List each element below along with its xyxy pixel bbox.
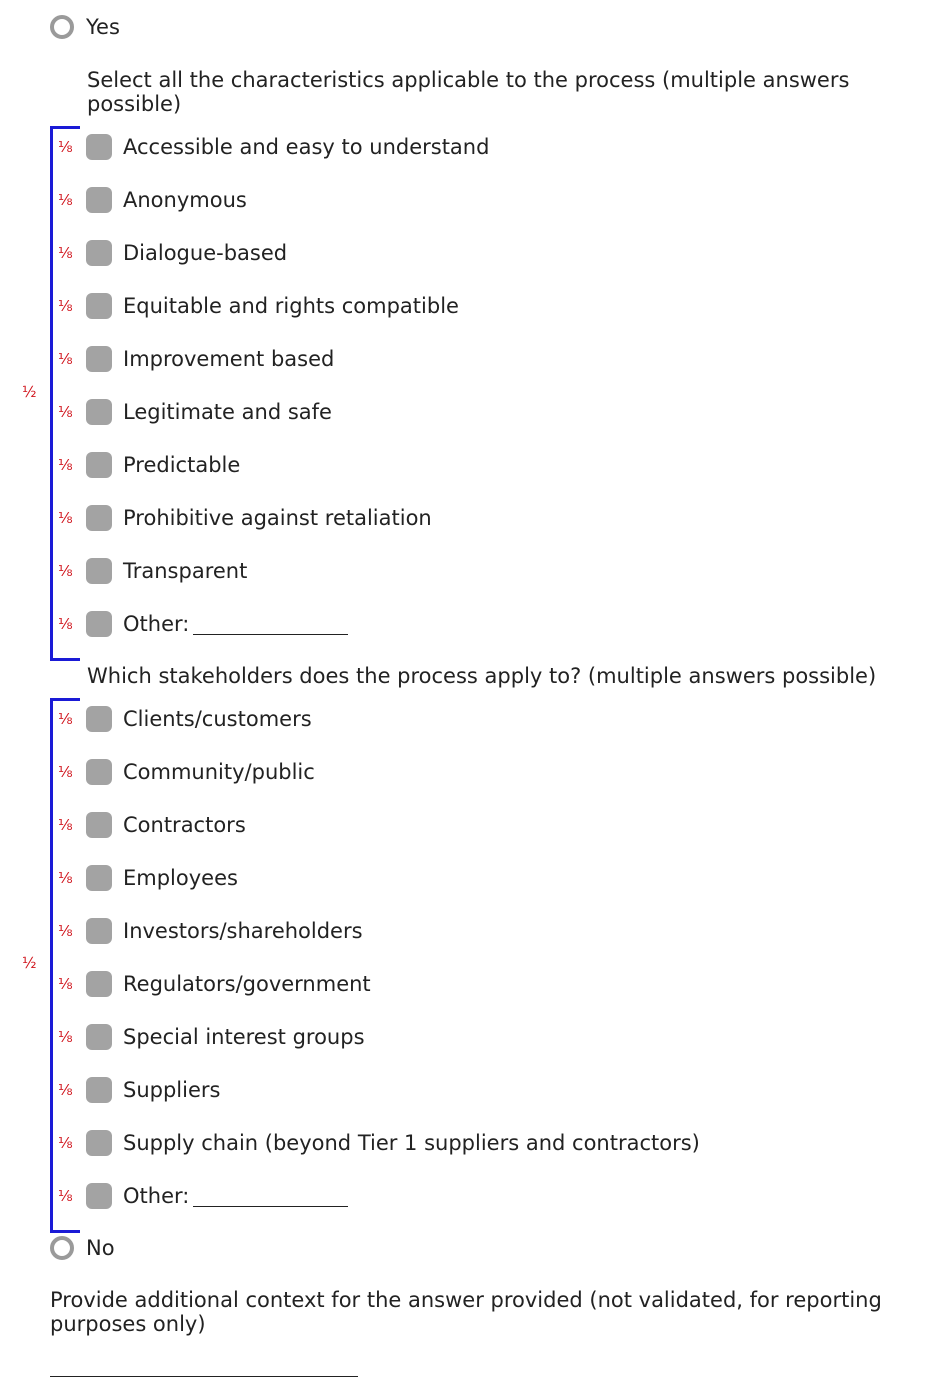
checkbox[interactable] (86, 812, 112, 838)
checkbox[interactable] (86, 971, 112, 997)
checkbox-row[interactable] (58, 969, 371, 999)
item-weight: ⅛ (58, 1028, 73, 1046)
checkbox-row[interactable] (58, 609, 348, 639)
checkbox-label: Accessible and easy to understand (123, 135, 490, 159)
checkbox[interactable] (86, 1183, 112, 1209)
checkbox-row[interactable] (58, 916, 363, 946)
radio-no[interactable] (50, 1236, 74, 1260)
checkbox-label: Other: (123, 1184, 190, 1208)
checkbox[interactable] (86, 865, 112, 891)
checkbox-row[interactable] (58, 1022, 365, 1052)
stakeholders-group-weight: ½ (22, 954, 37, 972)
item-weight: ⅛ (58, 403, 73, 421)
checkbox-row[interactable] (58, 704, 312, 734)
checkbox[interactable] (86, 918, 112, 944)
radio-no-label: No (86, 1236, 115, 1260)
checkbox[interactable] (86, 452, 112, 478)
checkbox-label: Improvement based (123, 347, 335, 371)
checkbox[interactable] (86, 399, 112, 425)
checkbox[interactable] (86, 240, 112, 266)
other-text-field[interactable] (193, 1186, 348, 1207)
checkbox[interactable] (86, 134, 112, 160)
item-weight: ⅛ (58, 1081, 73, 1099)
checkbox-label: Special interest groups (123, 1025, 365, 1049)
checkbox[interactable] (86, 505, 112, 531)
radio-yes-option[interactable] (50, 15, 120, 39)
checkbox-row[interactable] (58, 556, 247, 586)
checkbox-row[interactable] (58, 1075, 220, 1105)
checkbox[interactable] (86, 1130, 112, 1156)
checkbox-label: Equitable and rights compatible (123, 294, 459, 318)
characteristics-question: Select all the characteristics applicable to the process (multiple answers possible) (87, 68, 850, 116)
checkbox-label: Anonymous (123, 188, 247, 212)
checkbox-row[interactable] (58, 810, 246, 840)
checkbox-label: Legitimate and safe (123, 400, 332, 424)
characteristics-group-weight: ½ (22, 383, 37, 401)
checkbox-label: Community/public (123, 760, 315, 784)
checkbox-row[interactable] (58, 1128, 700, 1158)
checkbox-row[interactable] (58, 291, 459, 321)
radio-yes[interactable] (50, 15, 74, 39)
checkbox-row[interactable] (58, 397, 332, 427)
item-weight: ⅛ (58, 975, 73, 993)
checkbox-row[interactable] (58, 344, 334, 374)
item-weight: ⅛ (58, 456, 73, 474)
checkbox-label: Regulators/government (123, 972, 371, 996)
checkbox-label: Supply chain (beyond Tier 1 suppliers and contractors) (123, 1131, 700, 1155)
checkbox[interactable] (86, 759, 112, 785)
checkbox[interactable] (86, 1077, 112, 1103)
other-text-field[interactable] (193, 614, 348, 635)
checkbox-label: Clients/customers (123, 707, 312, 731)
checkbox-row[interactable] (58, 450, 240, 480)
checkbox-label: Dialogue-based (123, 241, 288, 265)
radio-yes-label: Yes (86, 15, 120, 39)
checkbox[interactable] (86, 706, 112, 732)
checkbox-row[interactable] (58, 863, 238, 893)
checkbox[interactable] (86, 558, 112, 584)
item-weight: ⅛ (58, 763, 73, 781)
checkbox-row[interactable] (58, 503, 432, 533)
item-weight: ⅛ (58, 350, 73, 368)
context-prompt: Provide additional context for the answer provided (not validated, for reporting purposes only) (50, 1288, 882, 1336)
item-weight: ⅛ (58, 922, 73, 940)
checkbox-row[interactable] (58, 132, 489, 162)
item-weight: ⅛ (58, 1187, 73, 1205)
checkbox-row[interactable] (58, 757, 315, 787)
item-weight: ⅛ (58, 816, 73, 834)
checkbox[interactable] (86, 187, 112, 213)
item-weight: ⅛ (58, 138, 73, 156)
item-weight: ⅛ (58, 615, 73, 633)
item-weight: ⅛ (58, 297, 73, 315)
checkbox-label: Employees (123, 866, 238, 890)
checkbox[interactable] (86, 293, 112, 319)
item-weight: ⅛ (58, 869, 73, 887)
checkbox-label: Contractors (123, 813, 246, 837)
checkbox[interactable] (86, 611, 112, 637)
context-answer-field[interactable] (50, 1376, 358, 1377)
item-weight: ⅛ (58, 509, 73, 527)
checkbox-label: Transparent (123, 559, 248, 583)
checkbox-label: Suppliers (123, 1078, 221, 1102)
item-weight: ⅛ (58, 1134, 73, 1152)
checkbox-label: Predictable (123, 453, 241, 477)
checkbox-row[interactable] (58, 1181, 348, 1211)
checkbox-label: Other: (123, 612, 190, 636)
checkbox-label: Investors/shareholders (123, 919, 363, 943)
item-weight: ⅛ (58, 562, 73, 580)
item-weight: ⅛ (58, 244, 73, 262)
checkbox-row[interactable] (58, 185, 247, 215)
stakeholders-question: Which stakeholders does the process apply to? (multiple answers possible) (87, 664, 877, 688)
checkbox-row[interactable] (58, 238, 287, 268)
radio-no-option[interactable] (50, 1236, 115, 1260)
checkbox-label: Prohibitive against retaliation (123, 506, 432, 530)
item-weight: ⅛ (58, 710, 73, 728)
item-weight: ⅛ (58, 191, 73, 209)
checkbox[interactable] (86, 1024, 112, 1050)
checkbox[interactable] (86, 346, 112, 372)
